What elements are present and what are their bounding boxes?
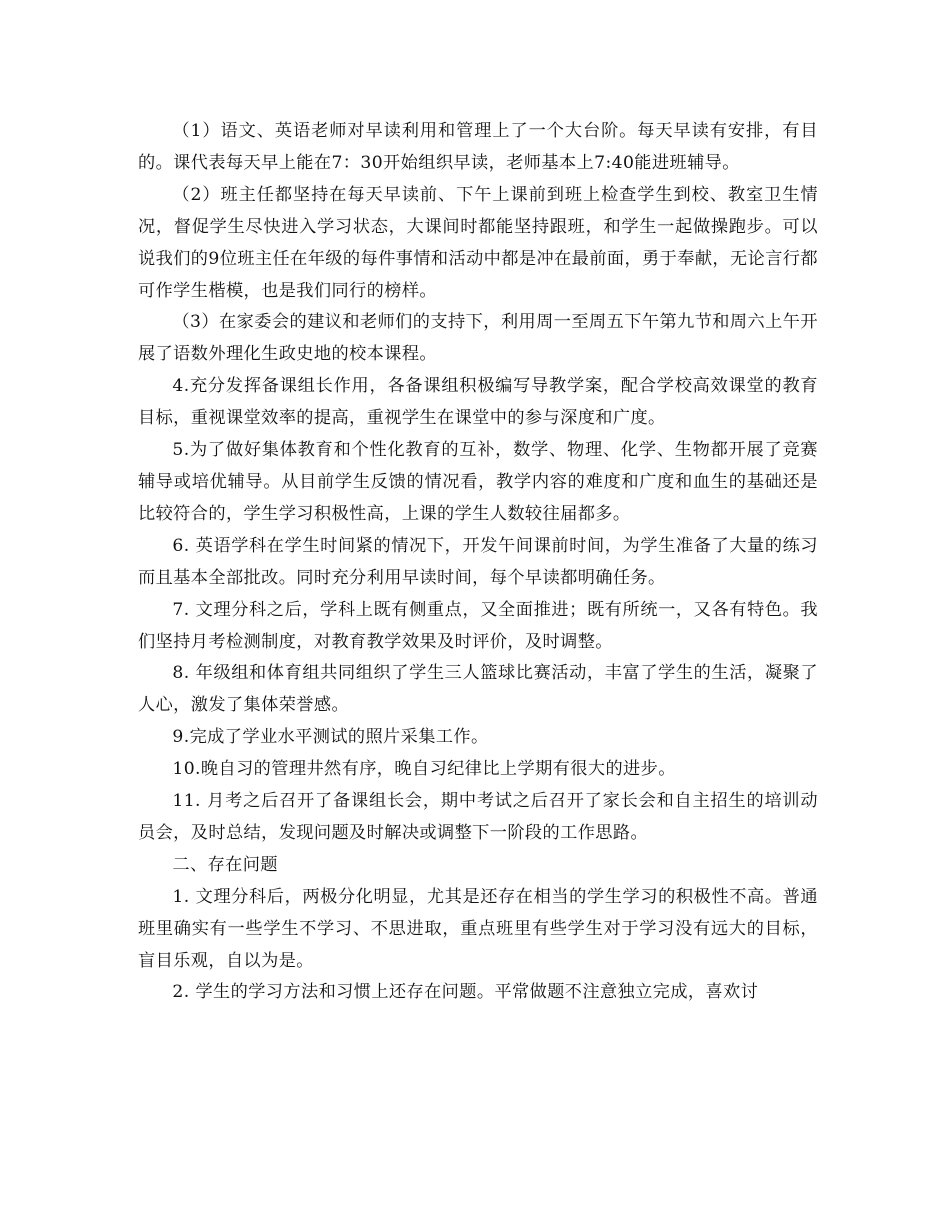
paragraph-photo-collection: 9.完成了学业水平测试的照片采集工作。 bbox=[172, 727, 489, 748]
paragraph-evening-study: 10.晚自习的管理井然有序，晚自习纪律比上学期有很大的进步。 bbox=[172, 759, 676, 780]
paragraph-school-courses: （3）在家委会的建议和老师们的支持下，利用周一至周五下午第九节和周六上午开展了语数外理化生政史地的校本课程。 bbox=[138, 312, 818, 365]
paragraph-basketball-event: 8. 年级组和体育组共同组织了学生三人篮球比赛活动，丰富了学生的生活，凝聚了人心，激发了集体荣誉感。 bbox=[138, 663, 818, 716]
section-heading-problems: 二、存在问题 bbox=[172, 854, 278, 875]
paragraph-competition-tutoring: 5.为了做好集体教育和个性化教育的互补，数学、物理、化学、生物都开展了竞赛辅导或培优辅导。从目前学生反馈的情况看，教学内容的难度和广度和血生的基础还是比较符合的，学生学习积极性高，上课的学生人数较往届都多。 bbox=[138, 440, 818, 524]
paragraph-problem-study-habits: 2. 学生的学习方法和习惯上还存在问题。平常做题不注意独立完成，喜欢讨 bbox=[172, 982, 759, 1003]
paragraph-lesson-planning: 4.充分发挥备课组长作用，各备课组积极编写导教学案，配合学校高效课堂的教育目标，重视课堂效率的提高，重视学生在课堂中的参与深度和广度。 bbox=[138, 376, 818, 429]
paragraph-problem-motivation: 1. 文理分科后，两极分化明显，尤其是还存在相当的学生学习的积极性不高。普通班里确实有一些学生不学习、不思进取，重点班里有些学生对于学习没有远大的目标，盲目乐观，自以为是。 bbox=[138, 886, 818, 971]
paragraph-subject-division: 7. 文理分科之后，学科上既有侧重点，又全面推进；既有所统一，又各有特色。我们坚持月考检测制度，对教育教学效果及时评价，及时调整。 bbox=[138, 599, 818, 652]
document-body bbox=[138, 116, 818, 1009]
paragraph-early-reading: （1）语文、英语老师对早读利用和管理上了一个大台阶。每天早读有安排，有目的。课代表每天早上能在7：30开始组织早读，老师基本上7:40能进班辅导。 bbox=[138, 121, 818, 173]
paragraph-meetings: 11. 月考之后召开了备课组长会，期中考试之后召开了家长会和自主招生的培训动员会，及时总结，发现问题及时解决或调整下一阶段的工作思路。 bbox=[138, 791, 818, 843]
paragraph-head-teachers: （2）班主任都坚持在每天早读前、下午上课前到班上检查学生到校、教室卫生情况，督促学生尽快进入学习状态，大课间时都能坚持跟班，和学生一起做操跑步。可以说我们的9位班主任在年级的每件事情和活动中都是冲在最前面，勇于奉献，无论言行都可作学生楷模，也是我们同行的榜样。 bbox=[138, 184, 818, 301]
paragraph-english-practice: 6. 英语学科在学生时间紧的情况下，开发午间课前时间，为学生准备了大量的练习而且基本全部批改。同时充分利用早读时间，每个早读都明确任务。 bbox=[138, 535, 818, 588]
